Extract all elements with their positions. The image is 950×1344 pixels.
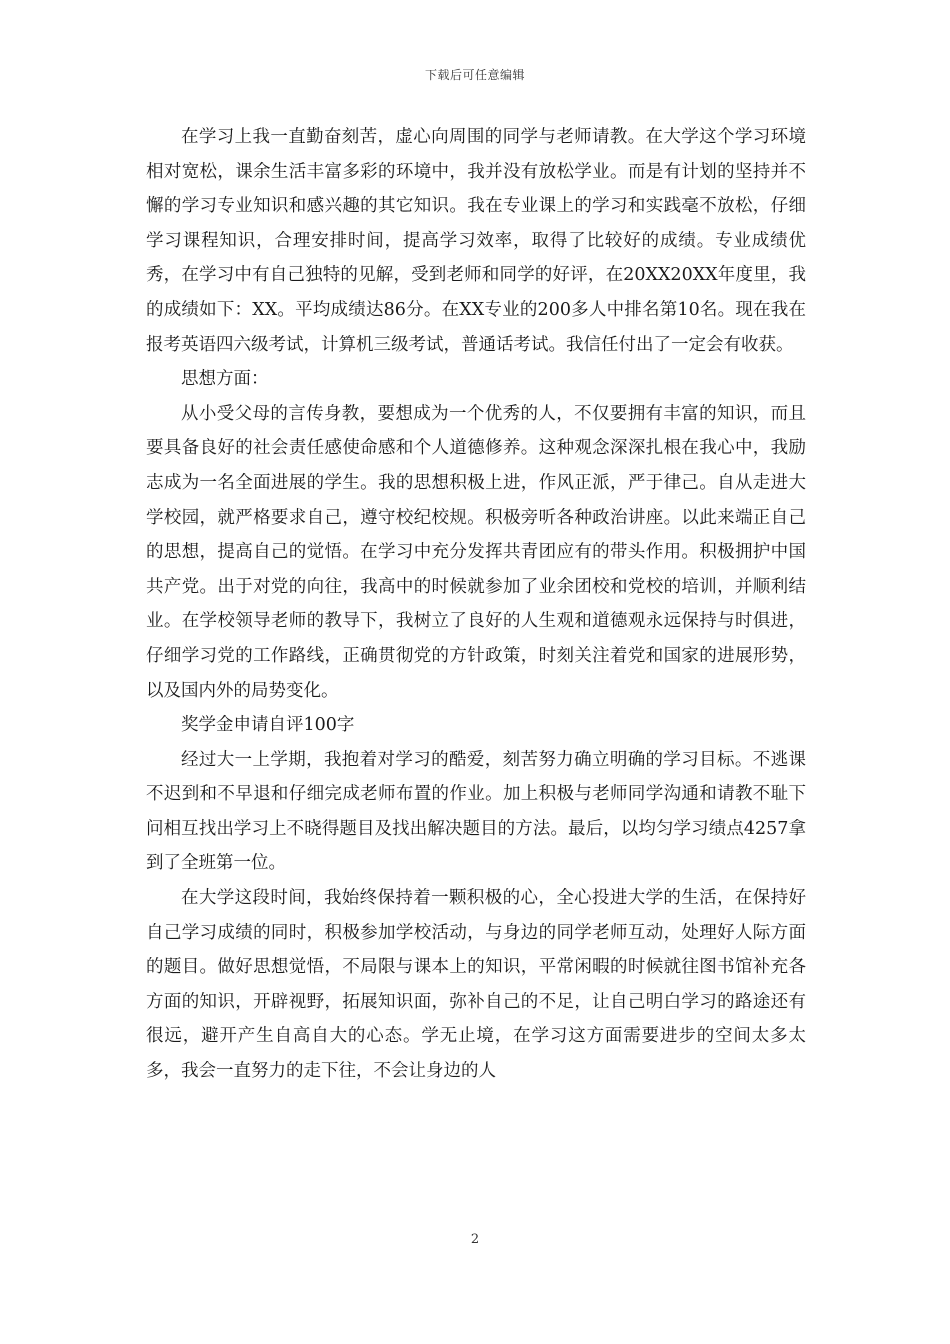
page-number: 2 [470,1232,480,1247]
paragraph-college-life: 在大学这段时间，我始终保持着一颗积极的心，全心投进大学的生活，在保持好自己学习成绩的同时，积极参加学校活动，与身边的同学老师互动，处理好人际方面的题目。做好思想觉悟，不局限与课本上的知识，平常闲暇的时候就往图书馆补充各方面的知识，开辟视野，拓展知识面，弥补自己的不足，让自己明白学习的路途还有很远，避开产生自高自大的心态。学无止境，在学习这方面需要进步的空间太多太多，我会一直努力的走下往，不会让身边的人 [146,888,806,1082]
paragraph-thought: 从小受父母的言传身教，要想成为一个优秀的人，不仅要拥有丰富的知识，而且要具备良好的社会责任感使命感和个人道德修养。这种观念深深扎根在我心中，我励志成为一名全面进展的学生。我的思想积极上进，作风正派，严于律己。自从走进大学校园，就严格要求自己，遵守校纪校规。积极旁听各种政治讲座。以此来端正自己的思想，提高自己的觉悟。在学习中充分发挥共青团应有的带头作用。积极拥护中国共产党。出于对党的向往，我高中的时候就参加了业余团校和党校的培训，并顺利结业。在学校领导老师的教导下，我树立了良好的人生观和道德观永远保持与时俱进，仔细学习党的工作路线，正确贯彻党的方针政策，时刻关注着党和国家的进展形势，以及国内外的局势变化。 [146,403,806,701]
document-body [146,120,806,1089]
heading-scholarship: 奖学金申请自评100字 [181,715,355,736]
paragraph-study: 在学习上我一直勤奋刻苦，虚心向周围的同学与老师请教。在大学这个学习环境相对宽松，课余生活丰富多彩的环境中，我并没有放松学业。而是有计划的坚持并不懈的学习专业知识和感兴趣的其它知识。我在专业课上的学习和实践毫不放松，仔细学习课程知识，合理安排时间，提高学习效率，取得了比较好的成绩。专业成绩优秀，在学习中有自己独特的见解，受到老师和同学的好评，在20XX20XX年度里，我的成绩如下：XX。平均成绩达86分。在XX专业的200多人中排名第10名。现在我在报考英语四六级考试，计算机三级考试，普通话考试。我信任付出了一定会有收获。 [146,127,806,355]
paragraph-scholarship: 经过大一上学期，我抱着对学习的酷爱，刻苦努力确立明确的学习目标。不逃课不迟到和不早退和仔细完成老师布置的作业。加上积极与老师同学沟通和请教不耻下问相互找出学习上不晓得题目及找出解决题目的方法。最后，以均匀学习绩点4257拿到了全班第一位。 [146,749,806,874]
heading-thought: 思想方面： [181,369,269,390]
page-header: 下载后可任意编辑 [424,68,525,82]
